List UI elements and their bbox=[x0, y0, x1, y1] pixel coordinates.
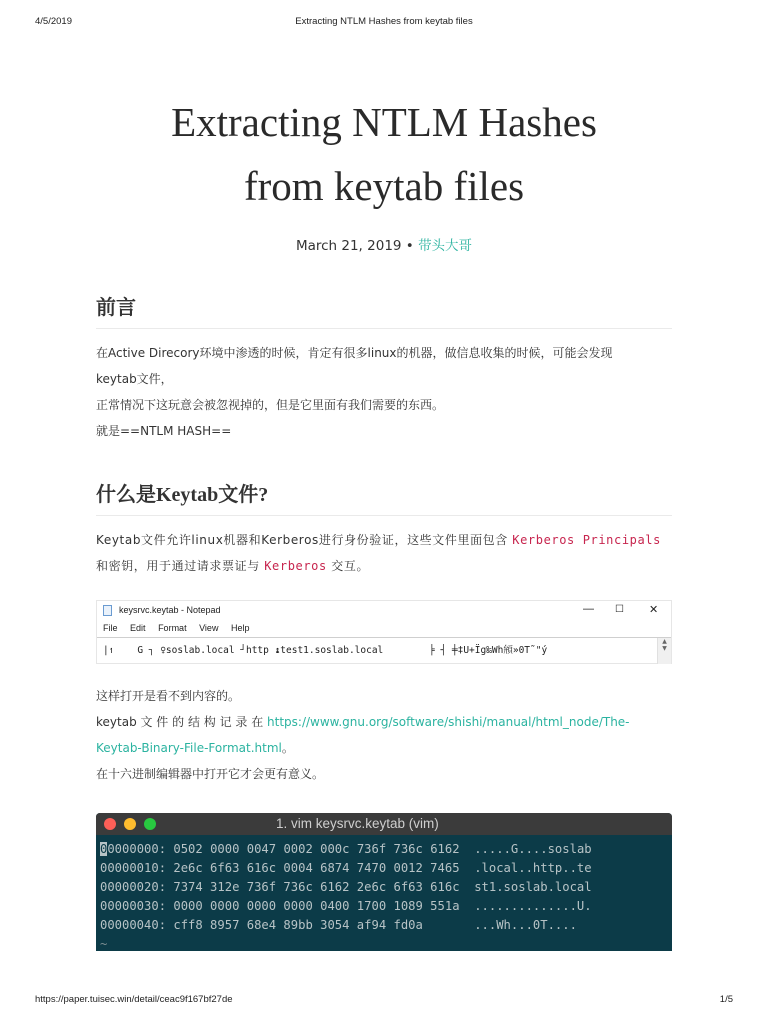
hex-editor-note: 在十六进制编辑器中打开它才会更有意义。 bbox=[96, 767, 325, 781]
print-title: Extracting NTLM Hashes from keytab files bbox=[295, 16, 473, 27]
code-kerberos: Kerberos bbox=[264, 559, 327, 573]
title-line-2: from keytab files bbox=[243, 163, 525, 209]
print-header bbox=[0, 16, 768, 30]
menu-format: Format bbox=[158, 623, 187, 633]
vim-tilde: ~ bbox=[100, 937, 108, 951]
structure-line bbox=[96, 709, 672, 735]
hex-line-3: 00000030: 0000 0000 0000 0000 0400 1700 1089 551a ..............U. bbox=[100, 899, 592, 913]
desc-part-2: 和密钥，用于通过请求票证与 bbox=[96, 559, 265, 573]
notepad-screenshot bbox=[96, 600, 672, 664]
section-heading-preface: 前言 bbox=[96, 291, 672, 329]
desc-part-3: 交互。 bbox=[326, 559, 370, 573]
heading-prefix: 什么是 bbox=[96, 484, 156, 506]
keytab-description bbox=[96, 527, 672, 579]
preface-line-2: keytab文件， bbox=[96, 372, 173, 386]
preface-paragraph bbox=[96, 340, 672, 444]
hex-line-4: 00000040: cff8 8957 68e4 89bb 3054 af94 fd0a ...Wh...0T.... bbox=[100, 918, 577, 932]
desc-part-1: Keytab文件允许linux机器和Kerberos进行身份验证，这些文件里面包含 bbox=[96, 533, 513, 547]
hex-line-0 bbox=[100, 840, 592, 859]
heading-suffix: 文件? bbox=[218, 484, 269, 506]
cursor: 0 bbox=[100, 842, 108, 856]
title-line-1: Extracting NTLM Hashes bbox=[171, 99, 597, 145]
menu-view: View bbox=[199, 623, 219, 633]
heading-keyword: Keytab bbox=[156, 484, 219, 506]
hex-line-1: 00000010: 2e6c 6f63 616c 0004 6874 7470 0012 7465 .local..http..te bbox=[100, 861, 592, 875]
post-date: March 21, 2019 bbox=[295, 238, 402, 254]
section-heading-what-is-keytab bbox=[96, 478, 672, 516]
code-kerberos-principals: Kerberos Principals bbox=[512, 533, 661, 547]
meta-separator: • bbox=[405, 238, 414, 254]
maximize-icon: ☐ bbox=[615, 604, 624, 615]
print-url: https://paper.tuisec.win/detail/ceac9f167bf27de bbox=[35, 994, 233, 1005]
terminal-title: 1. vim keysrvc.keytab (vim) bbox=[276, 816, 439, 831]
notepad-title: keysrvc.keytab - Notepad bbox=[119, 605, 221, 615]
unreadable-note: 这样打开是看不到内容的。 bbox=[96, 689, 241, 703]
hexdump bbox=[100, 840, 592, 951]
terminal-titlebar bbox=[96, 813, 672, 835]
gnu-link-part-1[interactable]: https://www.gnu.org/software/shishi/manual/html_node/The- bbox=[267, 715, 630, 729]
notepad-menu bbox=[97, 623, 671, 637]
preface-line-3: 正常情况下这玩意会被忽视掉的，但是它里面有我们需要的东西。 bbox=[96, 398, 445, 412]
menu-file: File bbox=[103, 623, 118, 633]
print-footer bbox=[0, 994, 768, 1008]
page-number: 1/5 bbox=[719, 994, 733, 1005]
scroll-arrow-icon: ▲ ▼ bbox=[657, 638, 671, 664]
structure-suffix: 。 bbox=[281, 741, 294, 755]
print-date: 4/5/2019 bbox=[35, 16, 72, 27]
close-icon: ✕ bbox=[649, 604, 659, 616]
page-title bbox=[0, 90, 768, 218]
vim-terminal-screenshot bbox=[96, 813, 672, 951]
notepad-titlebar bbox=[97, 601, 671, 621]
structure-paragraph bbox=[96, 683, 672, 787]
preface-line-1: 在Active Direcory环境中渗透的时候，肯定有很多linux的机器，做信息收集的时候，可能会发现 bbox=[96, 346, 613, 360]
structure-line-2 bbox=[96, 735, 672, 761]
notepad-icon bbox=[103, 605, 112, 616]
menu-edit: Edit bbox=[130, 623, 146, 633]
preface-line-4: 就是==NTLM HASH== bbox=[96, 424, 232, 438]
minimize-icon: — bbox=[583, 603, 594, 615]
notepad-content: |↿ G ┐ ♀soslab.local ┘http ↨test1.soslab.local ╞ ┤ ╪‡U+Ïg‰Wh䪻»0T˜"ý bbox=[97, 637, 671, 665]
hex-line-0-rest: 0000000: 0502 0000 0047 0002 000c 736f 736c 6162 .....G....soslab bbox=[107, 842, 592, 856]
author-link[interactable]: 带头大哥 bbox=[418, 238, 473, 254]
menu-help: Help bbox=[230, 623, 250, 633]
gnu-link-part-2[interactable]: Keytab-Binary-File-Format.html bbox=[96, 741, 282, 755]
hex-line-2: 00000020: 7374 312e 736f 736c 6162 2e6c 6f63 616c st1.soslab.local bbox=[100, 880, 592, 894]
post-meta bbox=[0, 234, 768, 254]
structure-prefix: keytab 文 件 的 结 构 记 录 在 bbox=[96, 715, 268, 729]
